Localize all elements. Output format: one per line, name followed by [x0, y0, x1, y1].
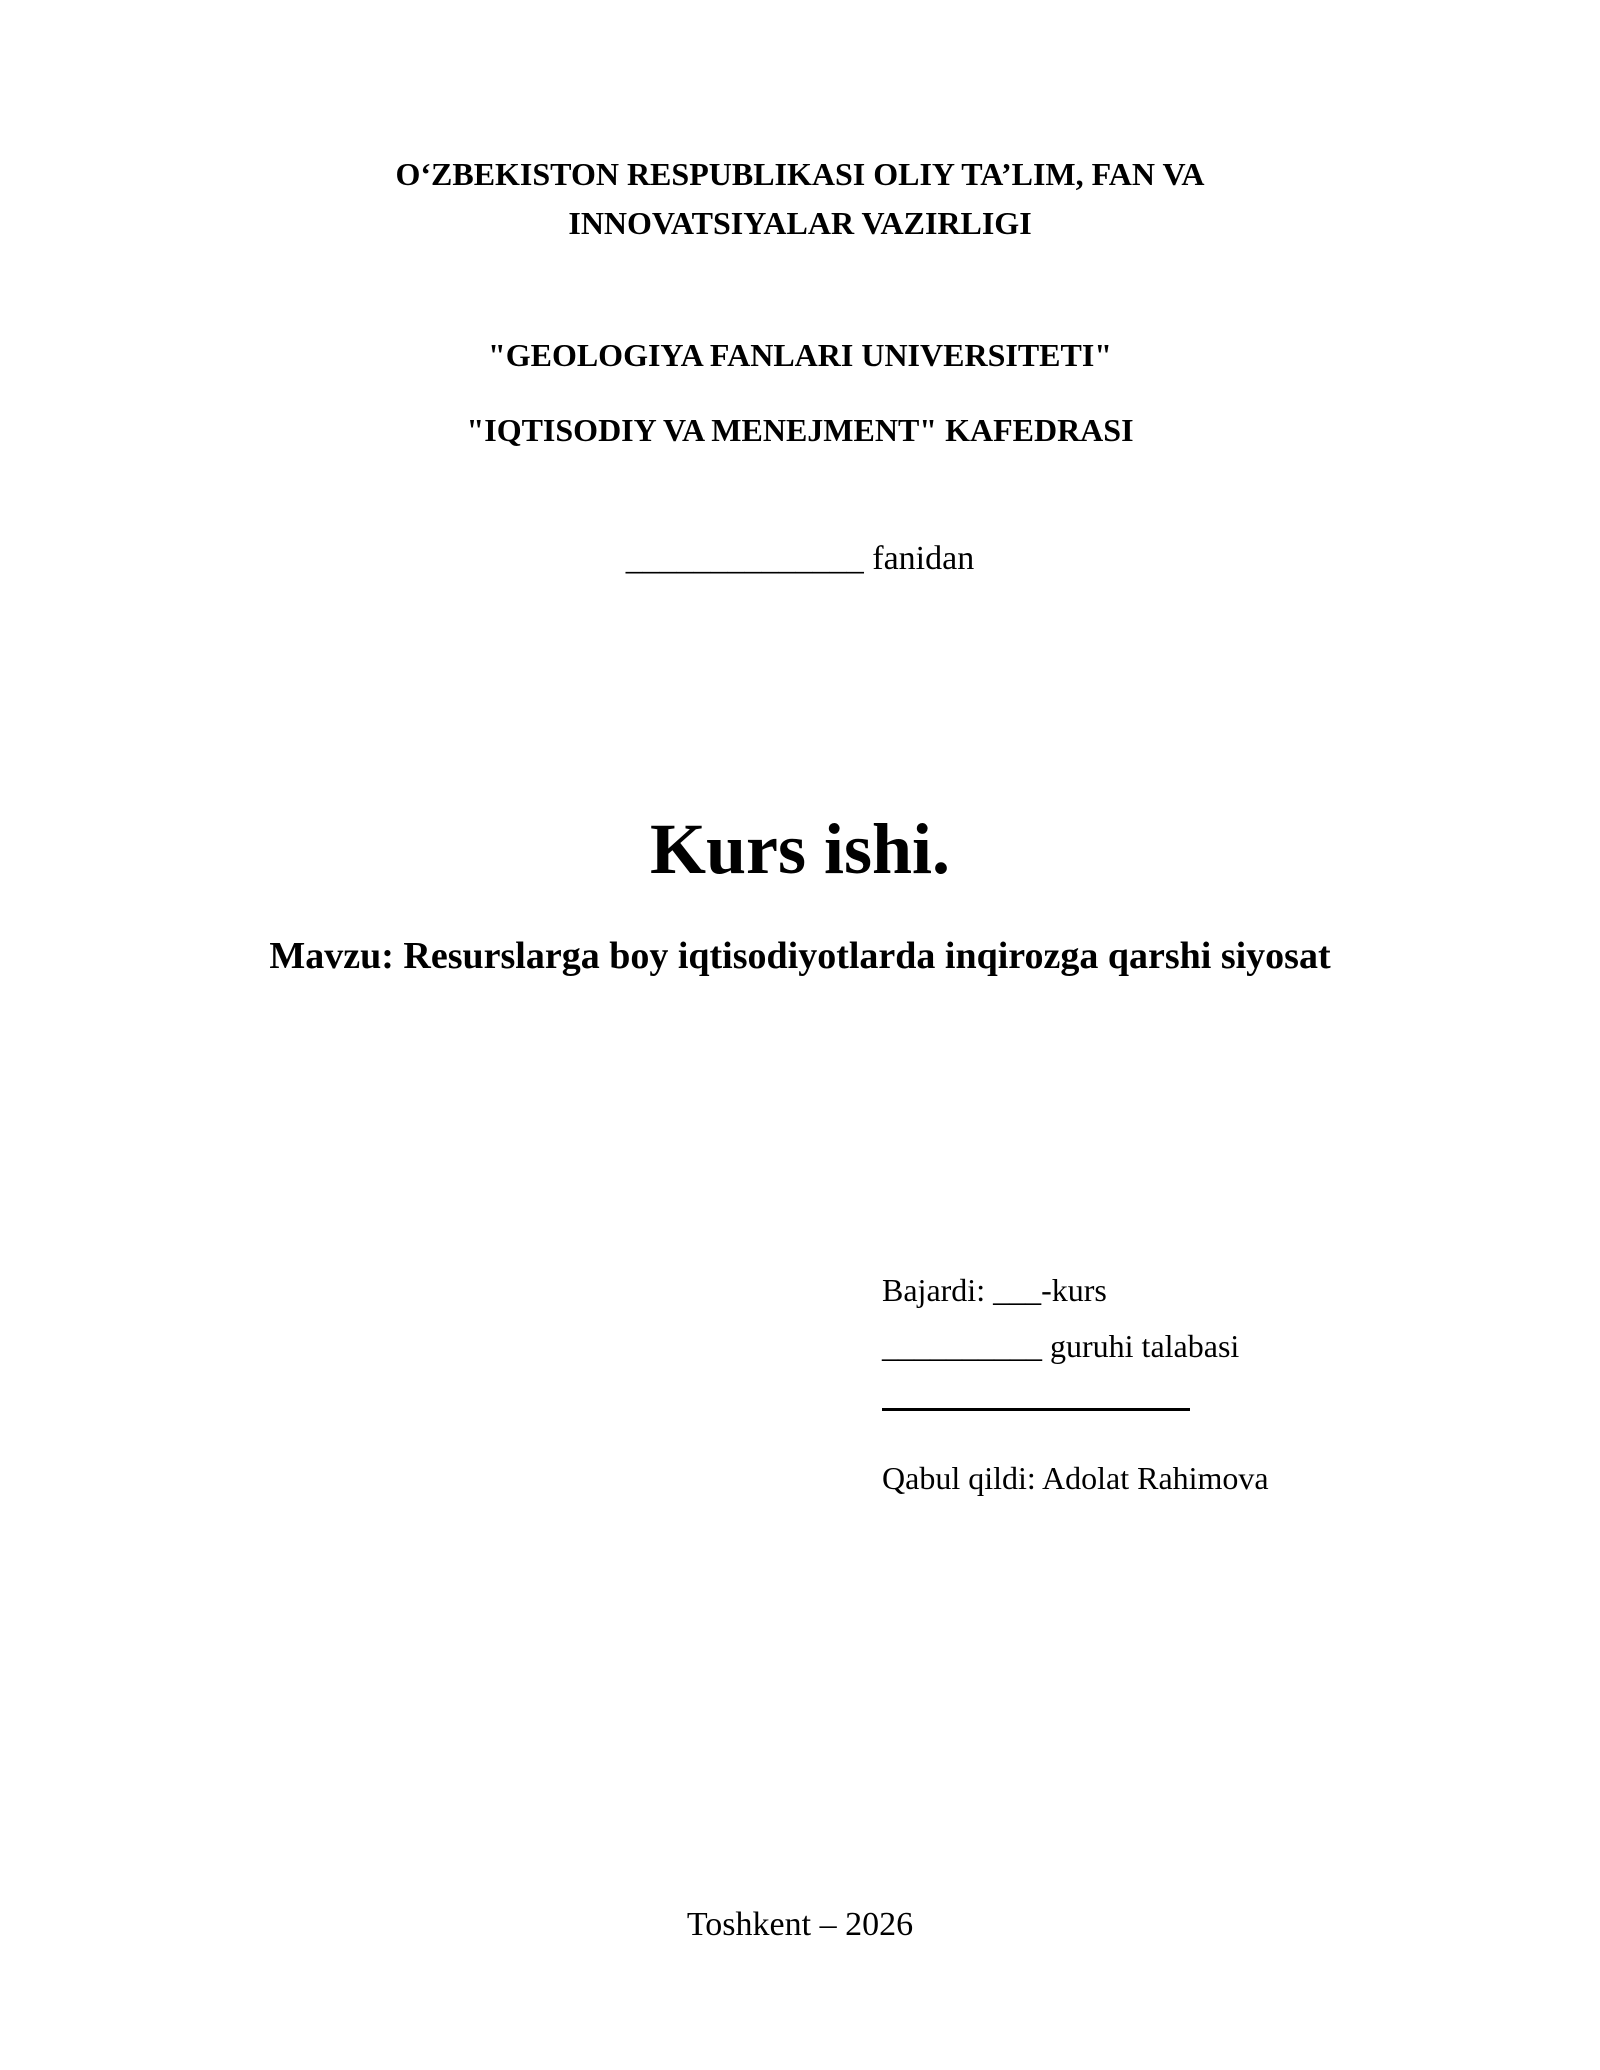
name-underline — [882, 1408, 1190, 1411]
group-line: __________ guruhi talabasi — [882, 1328, 1240, 1364]
topic-line: Mavzu: Resurslarga boy iqtisodiyotlarda inqirozga qarshi siyosat — [269, 935, 1331, 977]
ministry-heading — [0, 150, 1600, 248]
ministry-line-2: INNOVATSIYALAR VAZIRLIGI — [568, 205, 1032, 241]
document-title: Kurs ishi. — [649, 809, 951, 889]
department-name: "IQTISODIY VA MENEJMENT" KAFEDRASI — [466, 412, 1134, 448]
university-name: "GEOLOGIYA FANLARI UNIVERSITETI" — [487, 337, 1113, 373]
accepted-by: Qabul qildi: Adolat Rahimova — [882, 1460, 1269, 1496]
performed-by: Bajardi: ___-kurs — [882, 1272, 1107, 1308]
city-year: Toshkent – 2026 — [686, 1906, 914, 1943]
subject-line: ______________ fanidan — [625, 540, 975, 577]
ministry-line-1: O‘ZBEKISTON RESPUBLIKASI OLIY TA’LIM, FAN VA — [395, 156, 1205, 192]
